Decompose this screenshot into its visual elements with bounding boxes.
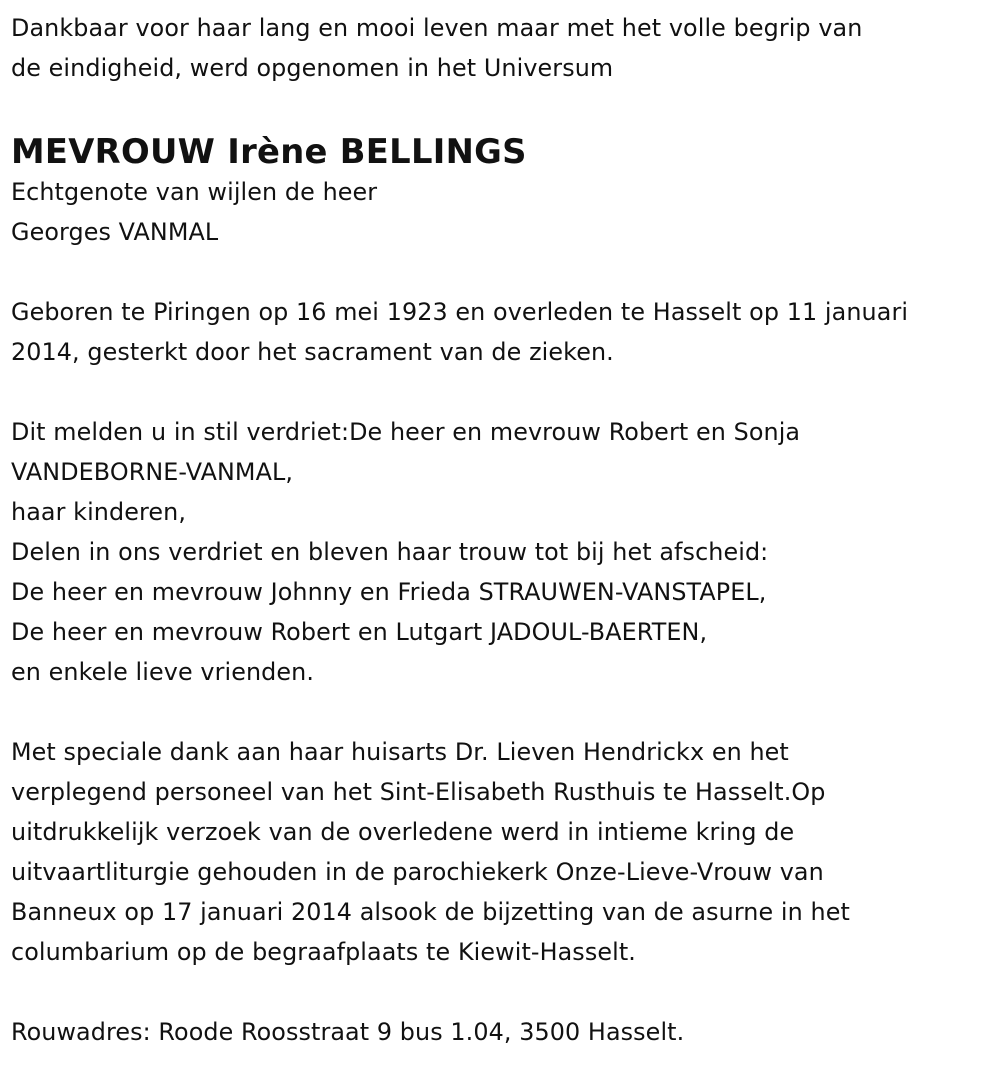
family-line: Delen in ons verdriet en bleven haar trouw tot bij het afscheid: — [11, 538, 769, 566]
family-paragraph — [11, 412, 991, 692]
spouse-line: Echtgenote van wijlen de heer — [11, 178, 378, 206]
thanks-line: Banneux op 17 januari 2014 alsook de bijzetting van de asurne in het — [11, 898, 850, 926]
spouse-line: Georges VANMAL — [11, 218, 219, 246]
birth-death-paragraph — [11, 292, 991, 372]
thanks-line: uitvaartliturgie gehouden in de parochiekerk Onze-Lieve-Vrouw van — [11, 858, 824, 886]
thanks-line: verplegend personeel van het Sint-Elisabeth Rusthuis te Hasselt.Op — [11, 778, 826, 806]
deceased-name: MEVROUW Irène BELLINGS — [11, 132, 527, 171]
birth-death-line: 2014, gesterkt door het sacrament van de zieken. — [11, 338, 614, 366]
family-line: De heer en mevrouw Robert en Lutgart JADOUL-BAERTEN, — [11, 618, 708, 646]
thanks-line: columbarium op de begraafplaats te Kiewit-Hasselt. — [11, 938, 636, 966]
thanks-paragraph — [11, 732, 991, 972]
spouse-paragraph — [11, 172, 991, 252]
intro-paragraph — [11, 8, 991, 88]
birth-death-line: Geboren te Piringen op 16 mei 1923 en overleden te Hasselt op 11 januari — [11, 298, 909, 326]
family-line: De heer en mevrouw Johnny en Frieda STRAUWEN-VANSTAPEL, — [11, 578, 767, 606]
family-line: haar kinderen, — [11, 498, 186, 526]
thanks-line: uitdrukkelijk verzoek van de overledene werd in intieme kring de — [11, 818, 795, 846]
address-paragraph — [11, 1012, 991, 1052]
family-line: Dit melden u in stil verdriet:De heer en mevrouw Robert en Sonja — [11, 418, 801, 446]
family-line: en enkele lieve vrienden. — [11, 658, 315, 686]
intro-line: Dankbaar voor haar lang en mooi leven maar met het volle begrip van — [11, 14, 863, 42]
obituary-notice — [11, 8, 991, 1052]
intro-line: de eindigheid, werd opgenomen in het Universum — [11, 54, 614, 82]
thanks-line: Met speciale dank aan haar huisarts Dr. Lieven Hendrickx en het — [11, 738, 789, 766]
address-line: Rouwadres: Roode Roosstraat 9 bus 1.04, 3500 Hasselt. — [11, 1018, 685, 1046]
family-line: VANDEBORNE-VANMAL, — [11, 458, 294, 486]
